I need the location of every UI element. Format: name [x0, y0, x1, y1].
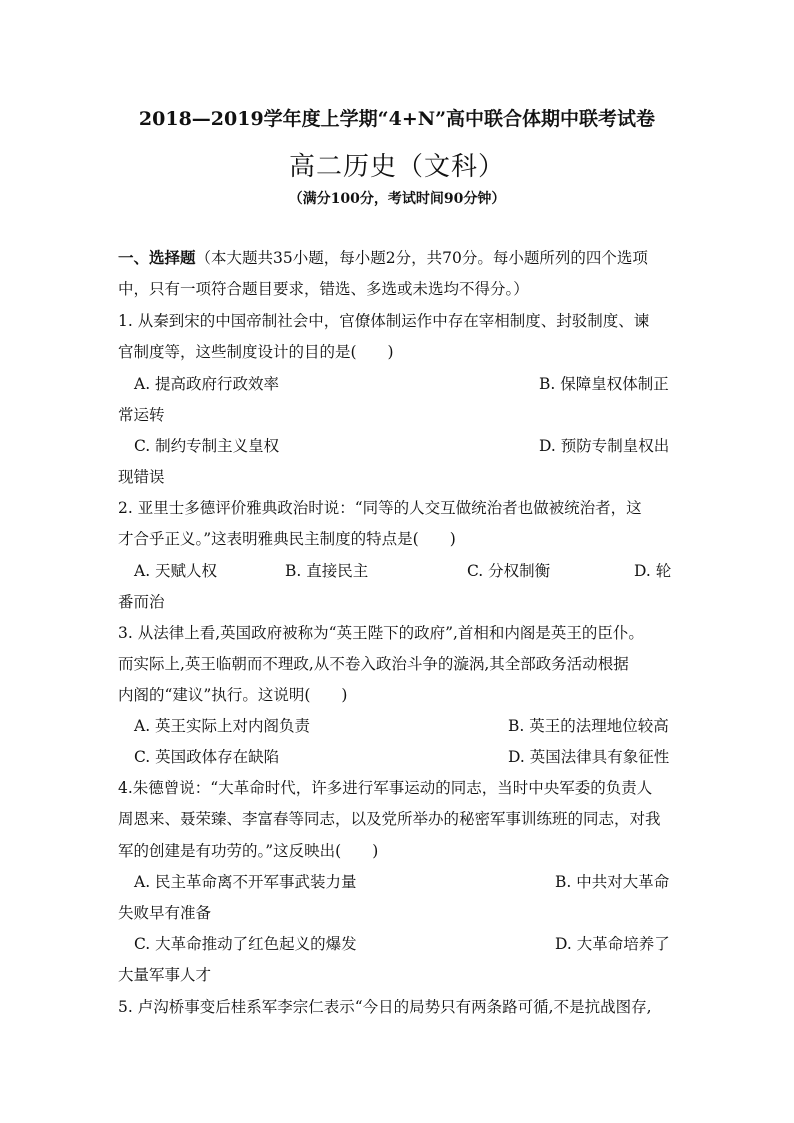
question-2-option-a: A. 天赋人权 [134, 562, 218, 580]
question-1-option-d-cont: 现错误 [118, 468, 165, 486]
question-3-line-2: 而实际上,英王临朝而不理政,从不卷入政治斗争的漩涡,其全部政务活动根据 [118, 655, 629, 673]
question-1-option-c: C. 制约专制主义皇权 [134, 437, 280, 455]
question-3-option-b: B. 英王的法理地位较高 [508, 717, 669, 735]
question-3-line-1: 3. 从法律上看,英国政府被称为“英王陛下的政府”,首相和内阁是英王的臣仆。 [118, 624, 644, 642]
section-label: 一、选择题 [118, 248, 196, 267]
question-3-option-c: C. 英国政体存在缺陷 [134, 748, 280, 766]
question-3-option-a: A. 英王实际上对内阁负责 [134, 717, 311, 735]
question-2-option-d-cont: 番而治 [118, 593, 165, 611]
question-4-option-a: A. 民主革命离不开军事武装力量 [134, 873, 357, 891]
question-1-option-d: D. 预防专制皇权出 [539, 437, 670, 455]
question-4-option-b: B. 中共对大革命 [555, 873, 670, 891]
subject-title: 高二历史（文科） [288, 152, 505, 182]
question-1-line-1: 1. 从秦到宋的中国帝制社会中，官僚体制运作中存在宰相制度、封驳制度、谏 [118, 312, 650, 330]
section-intro-line-1 [118, 248, 648, 268]
section-intro-text: （本大题共35小题，每小题2分，共70分。每小题所列的四个选项 [195, 249, 648, 267]
question-1-line-2: 官制度等，这些制度设计的目的是( ) [118, 343, 394, 361]
question-3-option-d: D. 英国法律具有象征性 [508, 748, 670, 766]
question-5-line-1: 5. 卢沟桥事变后桂系军李宗仁表示“今日的局势只有两条路可循,不是抗战图存, [118, 998, 652, 1016]
question-4-option-b-cont: 失败早有准备 [118, 904, 212, 922]
section-intro-line-2: 中，只有一项符合题目要求，错选、多选或未选均不得分。） [118, 280, 529, 298]
question-2-option-b: B. 直接民主 [285, 562, 369, 580]
question-4-line-2: 周恩来、聂荣臻、李富春等同志，以及党所举办的秘密军事训练班的同志，对我 [118, 810, 661, 828]
question-2-line-1: 2. 亚里士多德评价雅典政治时说：“同等的人交互做统治者也做被统治者，这 [118, 499, 642, 517]
question-2-option-c: C. 分权制衡 [467, 562, 551, 580]
question-3-line-3: 内阁的“建议”执行。这说明( ) [118, 686, 348, 704]
question-4-option-d-cont: 大量军事人才 [118, 966, 212, 984]
question-2-option-d: D. 轮 [634, 562, 672, 580]
question-1-option-b-cont: 常运转 [118, 406, 165, 424]
question-4-option-d: D. 大革命培养了 [555, 935, 670, 953]
question-2-line-2: 才合乎正义。”这表明雅典民主制度的特点是( ) [118, 530, 456, 548]
question-1-option-b: B. 保障皇权体制正 [539, 375, 669, 393]
question-4-line-1: 4.朱德曾说：“大革命时代，许多进行军事运动的同志，当时中央军委的负责人 [118, 779, 653, 797]
exam-title: 2018—2019学年度上学期“4+N”高中联合体期中联考试卷 [138, 108, 656, 130]
exam-info: （满分100分，考试时间90分钟） [288, 191, 506, 207]
question-4-option-c: C. 大革命推动了红色起义的爆发 [134, 935, 357, 953]
question-1-option-a: A. 提高政府行政效率 [134, 375, 280, 393]
question-4-line-3: 军的创建是有功劳的。”这反映出( ) [118, 842, 379, 860]
